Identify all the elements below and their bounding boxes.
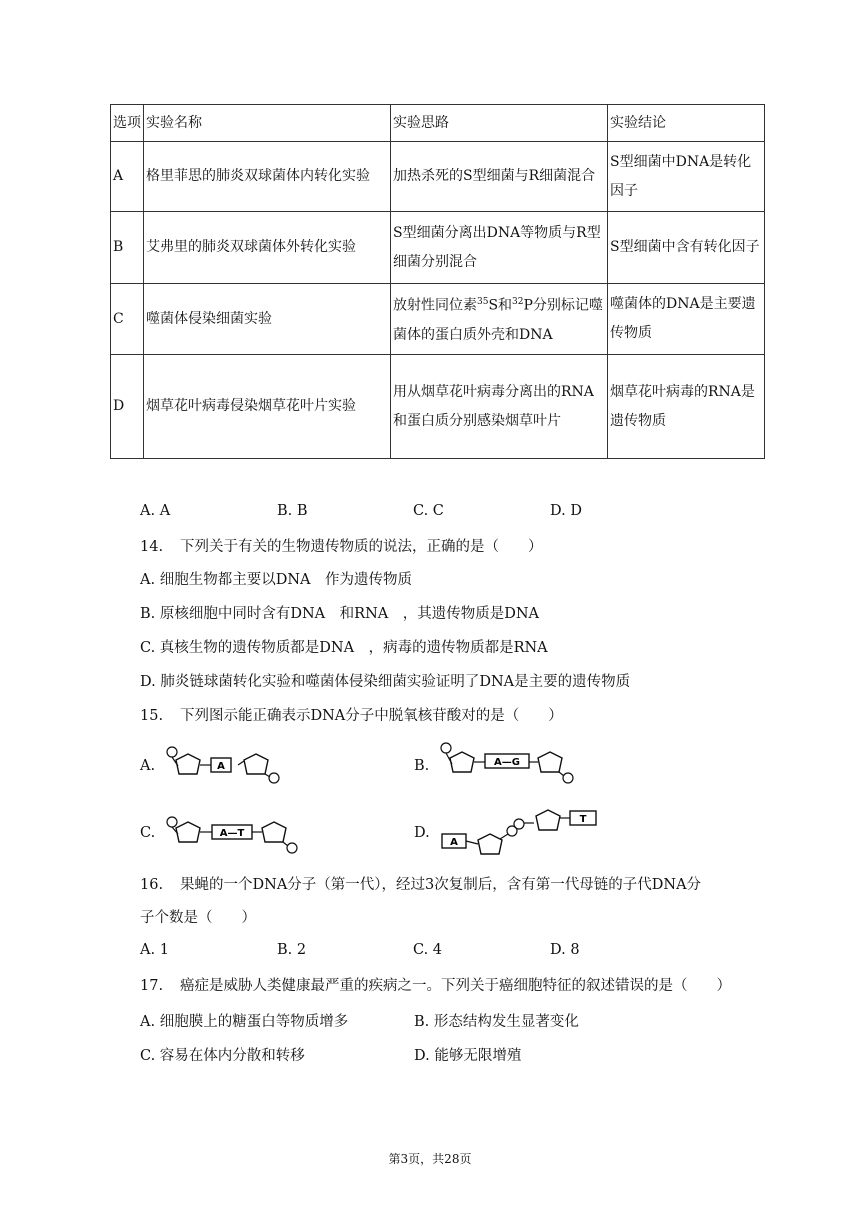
row-option: C [111,284,144,355]
q17-option-a[interactable]: A. 细胞膜上的糖蛋白等物质增多 [140,1014,349,1030]
question-number: 17. [140,978,164,994]
row-method: S型细菌分离出DNA等物质与R型细菌分别混合 [391,212,608,284]
q14-option-b[interactable]: B. 原核细胞中同时含有DNA 和RNA ，其遗传物质是DNA [140,606,540,622]
q15-option-a[interactable]: A. [140,758,156,774]
q15-option-b[interactable]: B. [414,758,430,774]
isotope-sup: 35 [477,297,489,308]
q16-option-c[interactable]: C. 4 [413,942,443,958]
row-option: A [111,142,144,212]
row-conclusion: 烟草花叶病毒的RNA是遗传物质 [608,355,765,459]
table-header-row [111,105,765,142]
q14-option-d[interactable]: D. 肺炎链球菌转化实验和噬菌体侵染细菌实验证明了DNA是主要的遗传物质 [140,674,631,690]
method-text: S和 [488,297,513,314]
base-label: A [450,837,458,848]
row-method: 用从烟草花叶病毒分离出的RNA和蛋白质分别感染烟草叶片 [391,355,608,459]
q14-option-a[interactable]: A. 细胞生物都主要以DNA 作为遗传物质 [140,572,412,588]
header-method: 实验思路 [391,105,608,142]
row-name: 烟草花叶病毒侵染烟草花叶片实验 [144,355,391,459]
question-text: 癌症是威胁人类健康最严重的疾病之一。下列关于癌细胞特征的叙述错误的是（ ） [180,978,731,994]
isotope-sup: 32 [512,297,524,308]
q17-option-b[interactable]: B. 形态结构发生显著变化 [414,1014,579,1030]
row-name: 噬菌体侵染细菌实验 [144,284,391,355]
row-conclusion: 噬菌体的DNA是主要遗传物质 [608,284,765,355]
base-label: A [217,761,225,772]
q13-option-c[interactable]: C. C [413,503,444,519]
nucleotide-diagram-a [164,744,284,786]
question-text: 下列图示能正确表示DNA分子中脱氧核苷酸对的是（ ） [180,708,563,724]
method-text: P分别标记噬菌体的蛋白质外壳和DNA [393,297,603,343]
q13-option-b[interactable]: B. B [277,503,308,519]
q17-option-c[interactable]: C. 容易在体内分散和转移 [140,1048,305,1064]
row-method [391,284,608,355]
experiment-table [110,104,765,459]
question-text: 果蝇的一个DNA分子（第一代），经过3次复制后，含有第一代母链的子代DNA分 [180,877,702,893]
method-text: 放射性同位素 [393,297,477,314]
q17-stem [140,976,731,996]
q17-option-d[interactable]: D. 能够无限增殖 [414,1048,522,1064]
header-conclusion: 实验结论 [608,105,765,142]
question-number: 16. [140,877,164,893]
q16-stem-line2: 子个数是（ ） [140,910,256,926]
question-number: 15. [140,708,164,724]
q16-option-a[interactable]: A. 1 [140,942,169,958]
q14-stem [140,537,543,557]
q15-stem [140,706,563,726]
base-label: A—T [219,828,245,839]
header-option: 选项 [111,105,144,142]
row-option: D [111,355,144,459]
table-row [111,284,765,355]
base-label: T [579,814,587,825]
base-label: A—G [494,757,520,768]
row-option: B [111,212,144,284]
q15-option-d[interactable]: D. [414,825,430,841]
nucleotide-diagram-d [438,806,608,862]
question-text: 下列关于有关的生物遗传物质的说法，正确的是（ ） [180,539,543,555]
table-row [111,212,765,284]
question-number: 14. [140,539,164,555]
row-name: 艾弗里的肺炎双球菌体外转化实验 [144,212,391,284]
row-name: 格里菲思的肺炎双球菌体内转化实验 [144,142,391,212]
q13-option-a[interactable]: A. A [140,503,171,519]
row-conclusion: S型细菌中DNA是转化因子 [608,142,765,212]
table-row [111,142,765,212]
q16-option-b[interactable]: B. 2 [277,942,307,958]
page-footer: 第3页，共28页 [388,1152,472,1166]
q13-option-d[interactable]: D. D [550,503,582,519]
row-method: 加热杀死的S型细菌与R细菌混合 [391,142,608,212]
nucleotide-diagram-b [438,740,578,788]
header-name: 实验名称 [144,105,391,142]
row-conclusion: S型细菌中含有转化因子 [608,212,765,284]
table-row [111,355,765,459]
nucleotide-diagram-c [164,814,304,856]
q15-option-c[interactable]: C. [140,825,156,841]
q16-stem-line1 [140,875,701,895]
q16-option-d[interactable]: D. 8 [550,942,580,958]
q14-option-c[interactable]: C. 真核生物的遗传物质都是DNA ，病毒的遗传物质都是RNA [140,640,548,656]
